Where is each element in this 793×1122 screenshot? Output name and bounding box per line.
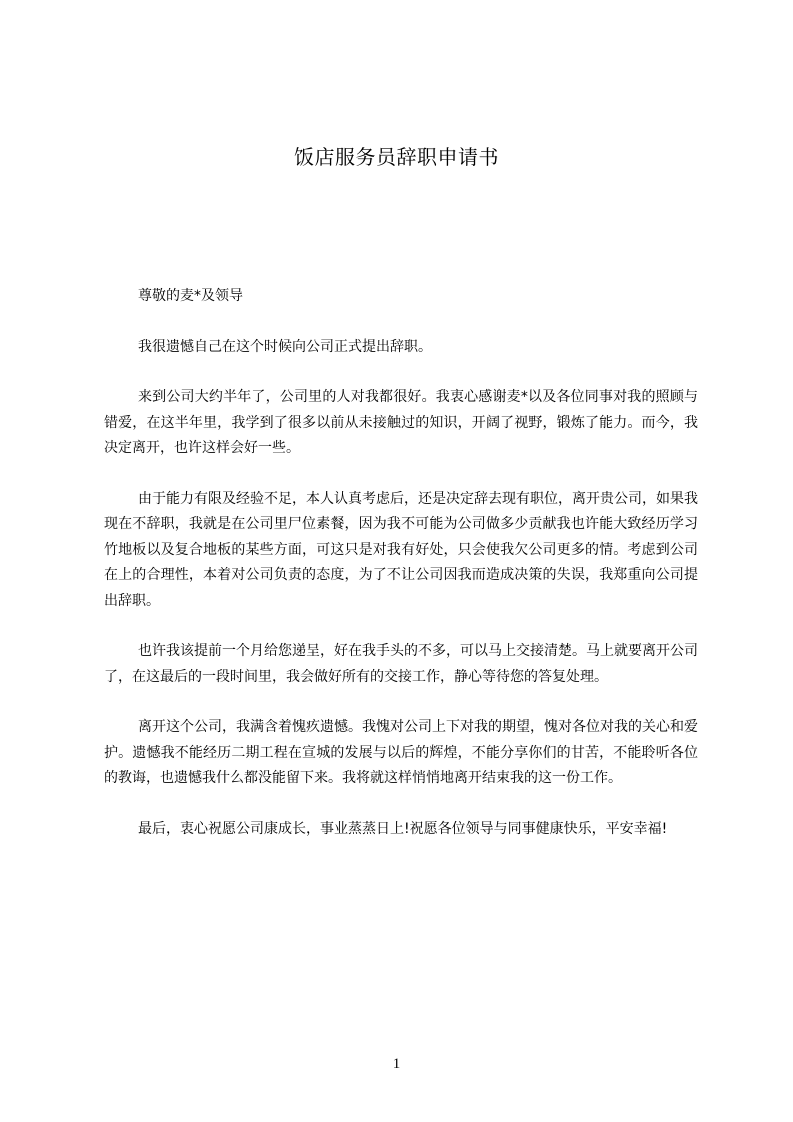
paragraph-gratitude: 来到公司大约半年了，公司里的人对我都很好。我衷心感谢麦*以及各位同事对我的照顾与错爱，在这半年里，我学到了很多以前从未接触过的知识，开阔了视野，锻炼了能力。而今，我决定离开，也许这样会好一些。 xyxy=(104,389,698,456)
paragraph-reasons: 由于能力有限及经验不足，本人认真考虑后，还是决定辞去现有职位，离开贵公司，如果我现在不辞职，我就是在公司里尸位素餐，因为我不可能为公司做多少贡献我也许能大致经历学习竹地板以及复合地板的某些方面，可这只是对我有好处，只会使我欠公司更多的情。考虑到公司在上的合理性，本着对公司负责的态度，为了不让公司因我而造成决策的失误，我郑重向公司提出辞职。 xyxy=(104,490,698,609)
salutation: 尊敬的麦*及领导 xyxy=(138,288,243,304)
paragraph-regret: 离开这个公司，我满含着愧疚遗憾。我愧对公司上下对我的期望，愧对各位对我的关心和爱护。遗憾我不能经历二期工程在宣城的发展与以后的辉煌，不能分享你们的甘苦，不能聆听各位的教诲，也遗憾我什么都没能留下来。我将就这样悄悄地离开结束我的这一份工作。 xyxy=(104,719,698,786)
paragraph-resignation-statement: 我很遗憾自己在这个时候向公司正式提出辞职。 xyxy=(138,338,432,355)
paragraph-handover: 也许我该提前一个月给您递呈，好在我手头的不多，可以马上交接清楚。马上就要离开公司了，在这最后的一段时间里，我会做好所有的交接工作，静心等待您的答复处理。 xyxy=(104,643,698,685)
paragraph-closing-wishes: 最后，衷心祝愿公司康成长，事业蒸蒸日上!祝愿各位领导与同事健康快乐，平安幸福! xyxy=(138,820,668,837)
letter-body xyxy=(104,284,698,842)
page-number: 1 xyxy=(392,1056,401,1072)
page-title: 饭店服务员辞职申请书 xyxy=(294,145,499,169)
